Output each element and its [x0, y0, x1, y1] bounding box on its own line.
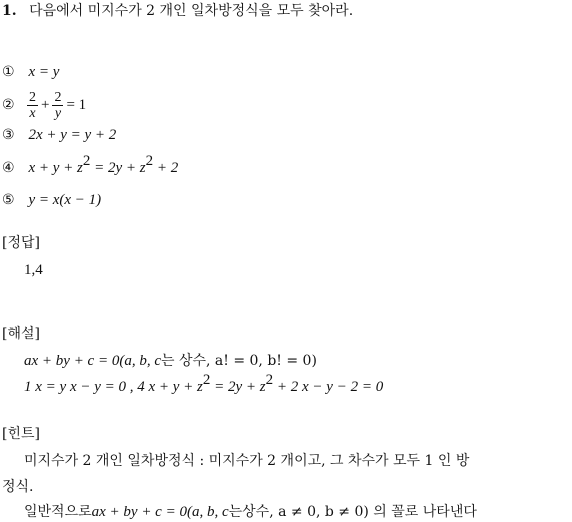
choice-expression-mid: = 2y + z — [90, 160, 146, 176]
exponent: 2 — [82, 153, 91, 170]
fraction-numerator: 2 — [29, 89, 36, 105]
fraction-denominator: x — [29, 105, 36, 121]
choice-expression: y = x(x − 1) — [28, 192, 102, 208]
choice-marker: ① — [2, 64, 15, 80]
explanation-heading: [해설] — [2, 326, 40, 342]
exponent: 2 — [202, 372, 211, 389]
explanation-line-2 — [24, 372, 384, 396]
choice-marker: ② — [2, 97, 15, 113]
hint-heading: [힌트] — [2, 426, 40, 442]
choice-5 — [2, 191, 101, 209]
choice-marker: ④ — [2, 160, 15, 176]
general-form: ax + by + c = 0(a, b, c — [24, 353, 161, 369]
explanation-line-1 — [24, 352, 317, 370]
explanation-expression-b: = 2y + z — [210, 379, 266, 395]
plus-sign: + — [41, 97, 50, 113]
fraction-denominator: y — [54, 105, 62, 121]
choice-expression: x = y — [28, 64, 60, 80]
hint-suffix: 의 꼴로 나타낸다 — [368, 504, 477, 520]
choice-marker: ③ — [2, 127, 15, 143]
fraction-2-over-y — [52, 90, 63, 121]
constant-condition: 는 상수, a! = 0, b! = 0) — [161, 353, 317, 369]
fraction-2-over-x — [27, 90, 38, 121]
explanation-expression-a: 1 x = y x − y = 0 , 4 x + y + z — [24, 379, 203, 395]
question — [2, 2, 353, 20]
choice-expression-lhs: x + y + z — [28, 160, 83, 176]
explanation-expression-c: + 2 x − y − 2 = 0 — [273, 379, 384, 395]
answer-value: 1,4 — [24, 262, 43, 278]
answer-heading: [정답] — [2, 235, 40, 251]
question-number: 1. — [2, 3, 17, 19]
choice-marker: ⑤ — [2, 192, 15, 208]
hint-general-form: ax + by + c = 0(a, b, c — [91, 504, 229, 520]
choice-4 — [2, 153, 179, 177]
exponent: 2 — [145, 153, 154, 170]
choice-expression-rhs: + 2 — [153, 160, 179, 176]
choice-3 — [2, 126, 116, 144]
question-text: 다음에서 미지수가 2 개인 일차방정식을 모두 찾아라. — [29, 3, 354, 19]
hint-prefix: 일반적으로 — [24, 504, 92, 520]
hint-line-2: 정식. — [2, 479, 34, 495]
hint-condition: 는상수, a ≠ 0, b ≠ 0) — [228, 504, 369, 520]
fraction-numerator: 2 — [54, 89, 62, 105]
choice-2 — [2, 88, 86, 122]
hint-line-1: 미지수가 2 개인 일차방정식 : 미지수가 2 개이고, 그 차수가 모두 1 인 방 — [24, 453, 470, 469]
choice-expression: 2x + y = y + 2 — [28, 127, 117, 143]
choice-1 — [2, 63, 59, 81]
exponent: 2 — [265, 372, 274, 389]
equals-one: = 1 — [66, 97, 87, 113]
hint-line-3 — [24, 503, 477, 521]
